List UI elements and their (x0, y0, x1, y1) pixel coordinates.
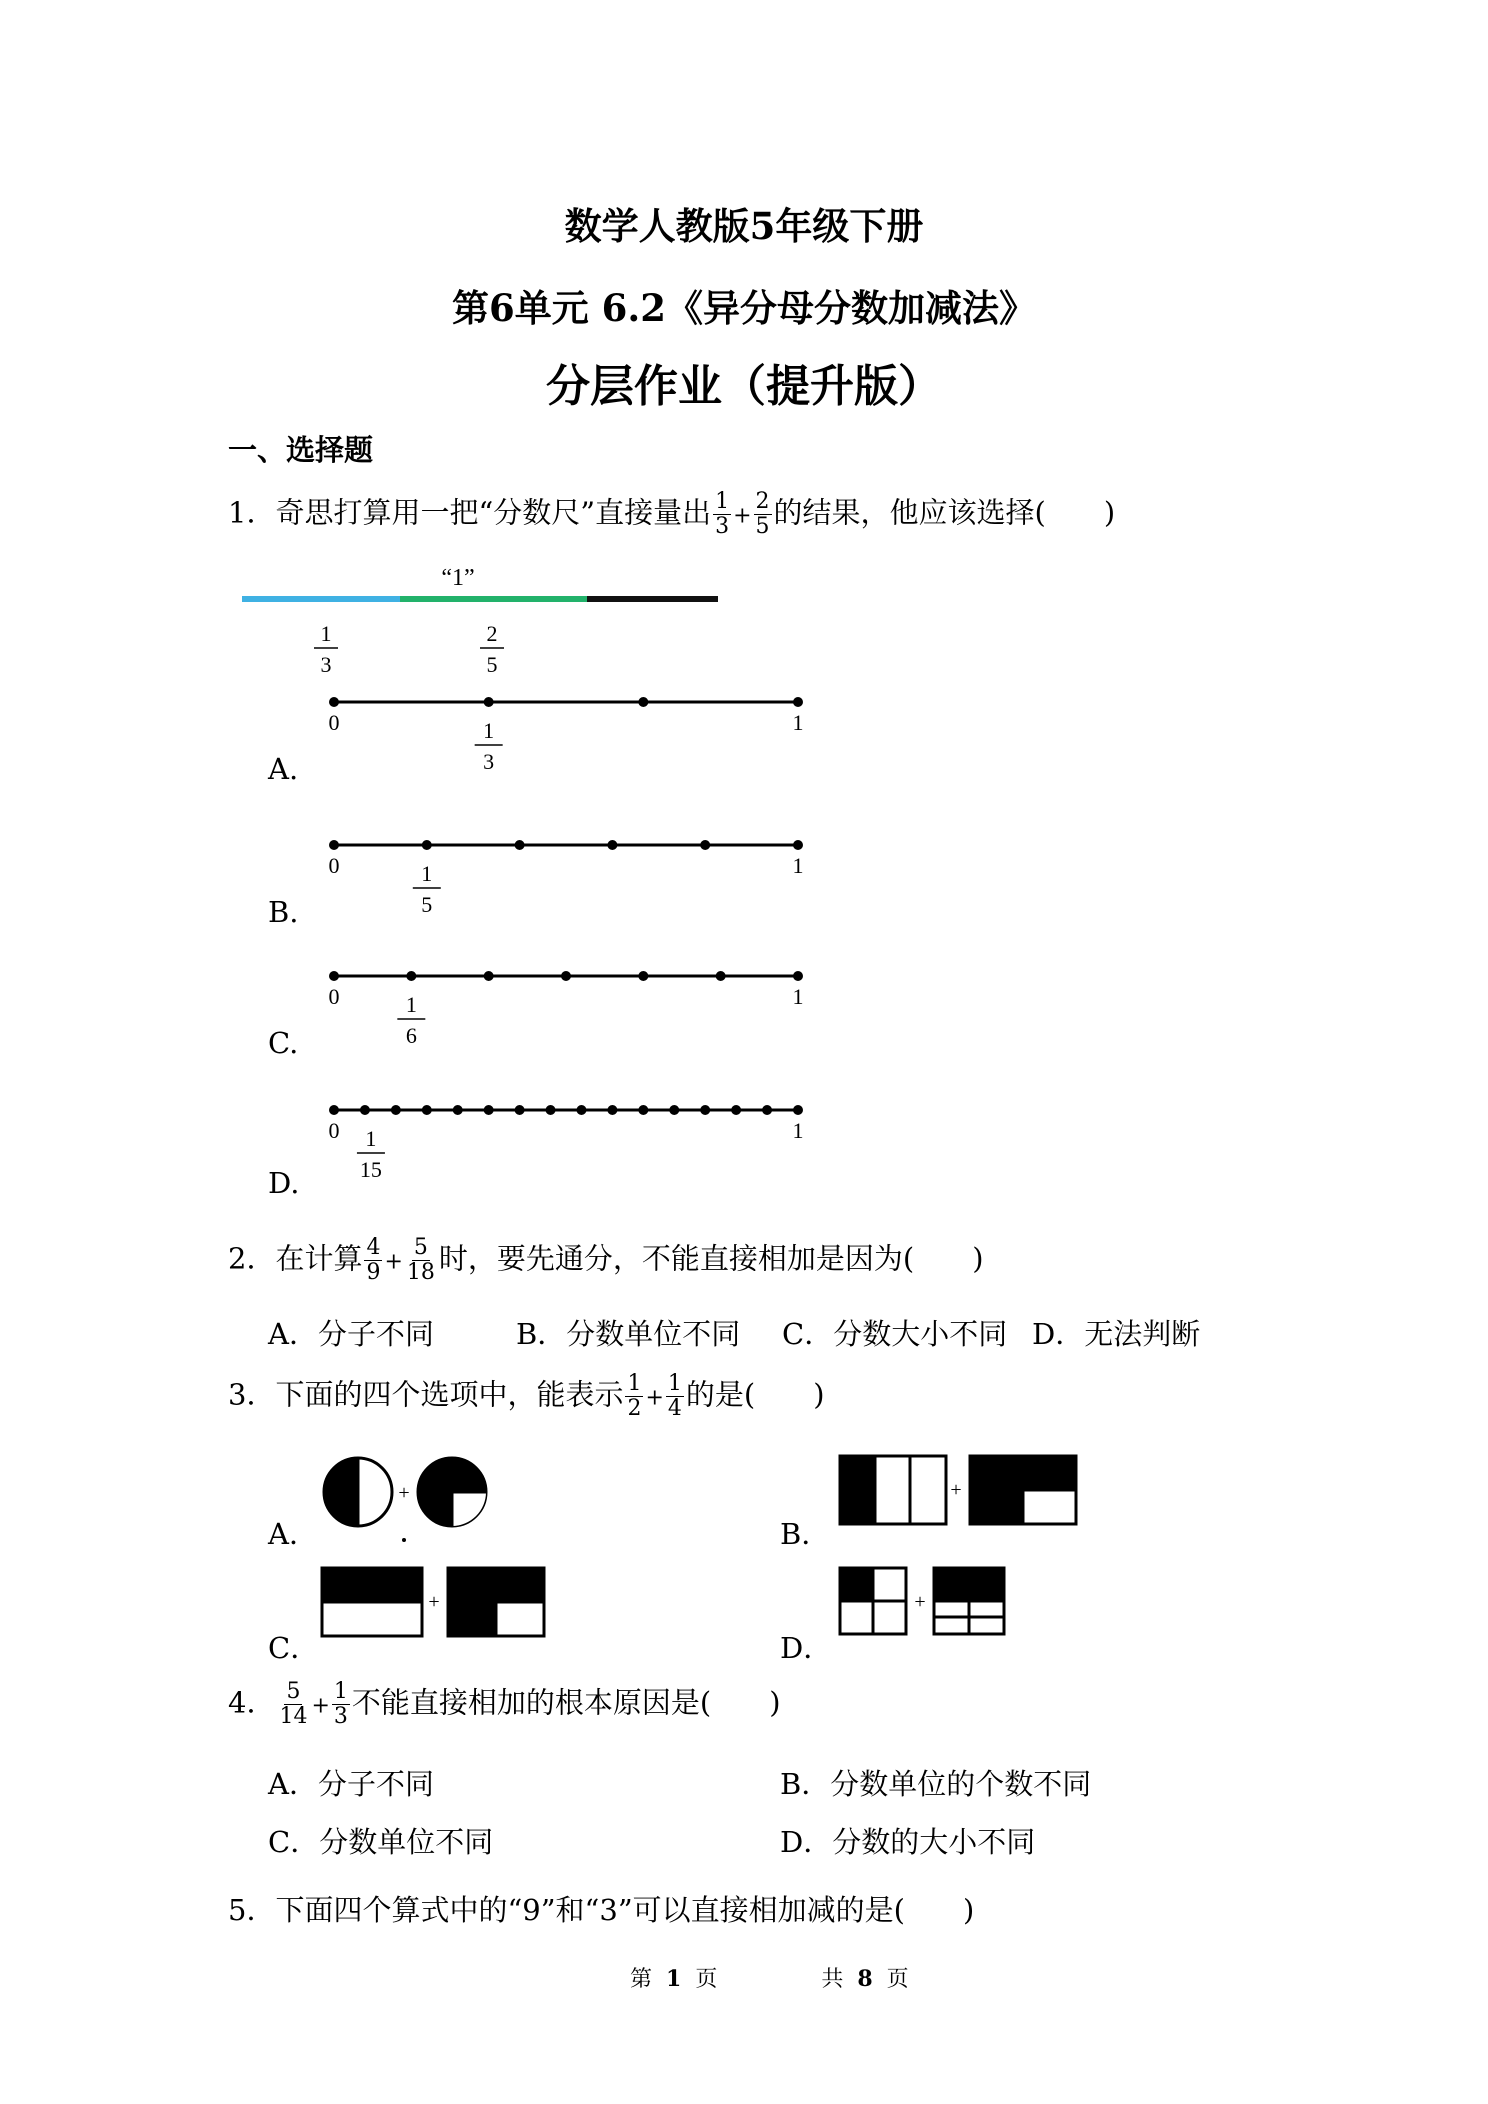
fraction: $\frac{2}{5}$ (755, 489, 770, 539)
q3-option-a-letter[interactable]: A． (268, 1517, 318, 1551)
number-line-tick (406, 971, 416, 981)
number-line-tick (453, 1105, 463, 1115)
number-line-fraction-denominator: 3 (483, 749, 495, 774)
option-a-letter[interactable]: A. (268, 752, 299, 786)
ruler-seg2-den: 5 (486, 652, 498, 675)
question-number: 1． (228, 495, 276, 530)
number-line-one-label: 1 (792, 710, 804, 735)
ruler-one-label: “1” (441, 565, 475, 591)
number-line-fraction-numerator: 1 (405, 992, 417, 1017)
section-title: 一、选择题 (228, 433, 374, 467)
question-text: 的结果，他应该选择( (773, 495, 1046, 530)
number-line-tick (484, 697, 494, 707)
fraction: $\frac{1}{3}$ (333, 1679, 348, 1729)
question-3: 3．下面的四个选项中，能表示 $\frac{1}{2}$ + $\frac{1}{4}$ 的是( ) (228, 1371, 825, 1421)
number-line-tick (793, 1105, 803, 1115)
option-d-letter[interactable]: D. (268, 1166, 300, 1200)
number-line-tick (793, 697, 803, 707)
svg-text:+: + (914, 1591, 926, 1613)
fraction: $\frac{5}{18}$ (406, 1235, 435, 1285)
number-line-fraction-numerator: 1 (483, 718, 495, 743)
fraction: $\frac{1}{3}$ (715, 489, 730, 539)
option-d-number-line[interactable] (320, 1098, 820, 1198)
q3-option-b-figure[interactable] (836, 1452, 1086, 1542)
question-5: 5．下面四个算式中的“9”和“3”可以直接相加减的是( ) (228, 1893, 975, 1927)
number-line-tick (700, 1105, 710, 1115)
option-b-number-line[interactable] (320, 833, 820, 933)
option-a-number-line[interactable] (320, 690, 820, 790)
number-line-tick (515, 1105, 525, 1115)
option-b-letter[interactable]: B. (268, 895, 299, 929)
page-number: 1 (666, 1966, 682, 1992)
number-line-fraction-denominator: 6 (405, 1023, 417, 1048)
q3-option-d-letter[interactable]: D． (780, 1631, 833, 1665)
number-line-zero-label: 0 (328, 984, 340, 1009)
number-line-tick (484, 1105, 494, 1115)
number-line-one-label: 1 (792, 984, 804, 1009)
number-line-tick (329, 971, 339, 981)
q2-option-b[interactable]: B．分数单位不同 (516, 1317, 741, 1351)
q2-option-c[interactable]: C．分数大小不同 (782, 1317, 1008, 1351)
number-line-fraction-numerator: 1 (365, 1126, 377, 1151)
number-line-tick (329, 840, 339, 850)
page-total: 8 (857, 1966, 873, 1992)
number-line-tick (422, 1105, 432, 1115)
svg-text:+: + (398, 1482, 410, 1504)
number-line-tick (638, 971, 648, 981)
ruler-seg2-num: 2 (486, 621, 498, 646)
number-line-tick (329, 697, 339, 707)
doc-title-line1: 数学人教版5年级下册 (564, 204, 924, 248)
fraction: $\frac{4}{9}$ (366, 1235, 381, 1285)
svg-text:+: + (428, 1591, 440, 1613)
svg-text:+: + (950, 1479, 962, 1501)
number-line-fraction-denominator: 15 (359, 1157, 382, 1182)
number-line-zero-label: 0 (328, 710, 340, 735)
number-line-tick (669, 1105, 679, 1115)
number-line-tick (546, 1105, 556, 1115)
q4-option-d[interactable]: D．分数的大小不同 (780, 1825, 1036, 1859)
q3-option-d-figure[interactable] (836, 1564, 1016, 1654)
number-line-tick (638, 697, 648, 707)
q3-option-c-figure[interactable] (318, 1564, 558, 1654)
number-line-tick (793, 971, 803, 981)
number-line-tick (731, 1105, 741, 1115)
q3-option-a-figure[interactable] (318, 1452, 498, 1552)
number-line-fraction-numerator: 1 (421, 861, 433, 886)
question-2: 2．在计算 $\frac{4}{9}$ + $\frac{5}{18}$ 时，要先通分，不能直接相加是因为( ) (228, 1235, 984, 1285)
page-footer: 第 1 页 共 8 页 (630, 1966, 909, 1992)
number-line-zero-label: 0 (328, 853, 340, 878)
number-line-tick (561, 971, 571, 981)
fraction: $\frac{1}{2}$ (627, 1371, 642, 1421)
fraction-ruler-figure (230, 555, 750, 675)
fraction: $\frac{1}{4}$ (667, 1371, 682, 1421)
question-text: 奇思打算用一把“分数尺”直接量出 (275, 495, 712, 530)
number-line-tick (607, 840, 617, 850)
q3-option-c-letter[interactable]: C． (268, 1631, 320, 1665)
doc-title-line2: 第6单元 6.2《异分母分数加减法》 (452, 286, 1036, 330)
question-1: 1．奇思打算用一把“分数尺”直接量出 $\frac{1}{3}$ + $\frac{2}{5}$ 的结果，他应该选择( ) (228, 489, 1116, 539)
q2-option-a[interactable]: A．分子不同 (268, 1317, 434, 1351)
number-line-tick (638, 1105, 648, 1115)
number-line-tick (484, 971, 494, 981)
number-line-fraction-denominator: 5 (421, 892, 433, 917)
number-line-zero-label: 0 (328, 1118, 340, 1143)
number-line-tick (422, 840, 432, 850)
q4-option-a[interactable]: A．分子不同 (268, 1767, 434, 1801)
q3-option-b-letter[interactable]: B． (780, 1517, 831, 1551)
doc-title-line3: 分层作业（提升版） (546, 361, 942, 412)
number-line-tick (515, 840, 525, 850)
q2-option-d[interactable]: D．无法判断 (1032, 1317, 1201, 1351)
q4-option-c[interactable]: C．分数单位不同 (268, 1825, 494, 1859)
fraction: $\frac{5}{14}$ (279, 1679, 308, 1729)
number-line-tick (762, 1105, 772, 1115)
number-line-tick (716, 971, 726, 981)
number-line-tick (360, 1105, 370, 1115)
number-line-one-label: 1 (792, 853, 804, 878)
q4-option-b[interactable]: B．分数单位的个数不同 (780, 1767, 1092, 1801)
number-line-one-label: 1 (792, 1118, 804, 1143)
option-c-number-line[interactable] (320, 964, 820, 1064)
number-line-tick (576, 1105, 586, 1115)
number-line-tick (607, 1105, 617, 1115)
question-4: 4． $\frac{5}{14}$ + $\frac{1}{3}$ 不能直接相加的根本原因是( ) (228, 1679, 781, 1729)
number-line-tick (700, 840, 710, 850)
number-line-tick (329, 1105, 339, 1115)
number-line-tick (793, 840, 803, 850)
ruler-seg1-num: 1 (320, 621, 332, 646)
option-c-letter[interactable]: C. (268, 1026, 299, 1060)
ruler-seg1-den: 3 (320, 652, 332, 675)
number-line-tick (391, 1105, 401, 1115)
